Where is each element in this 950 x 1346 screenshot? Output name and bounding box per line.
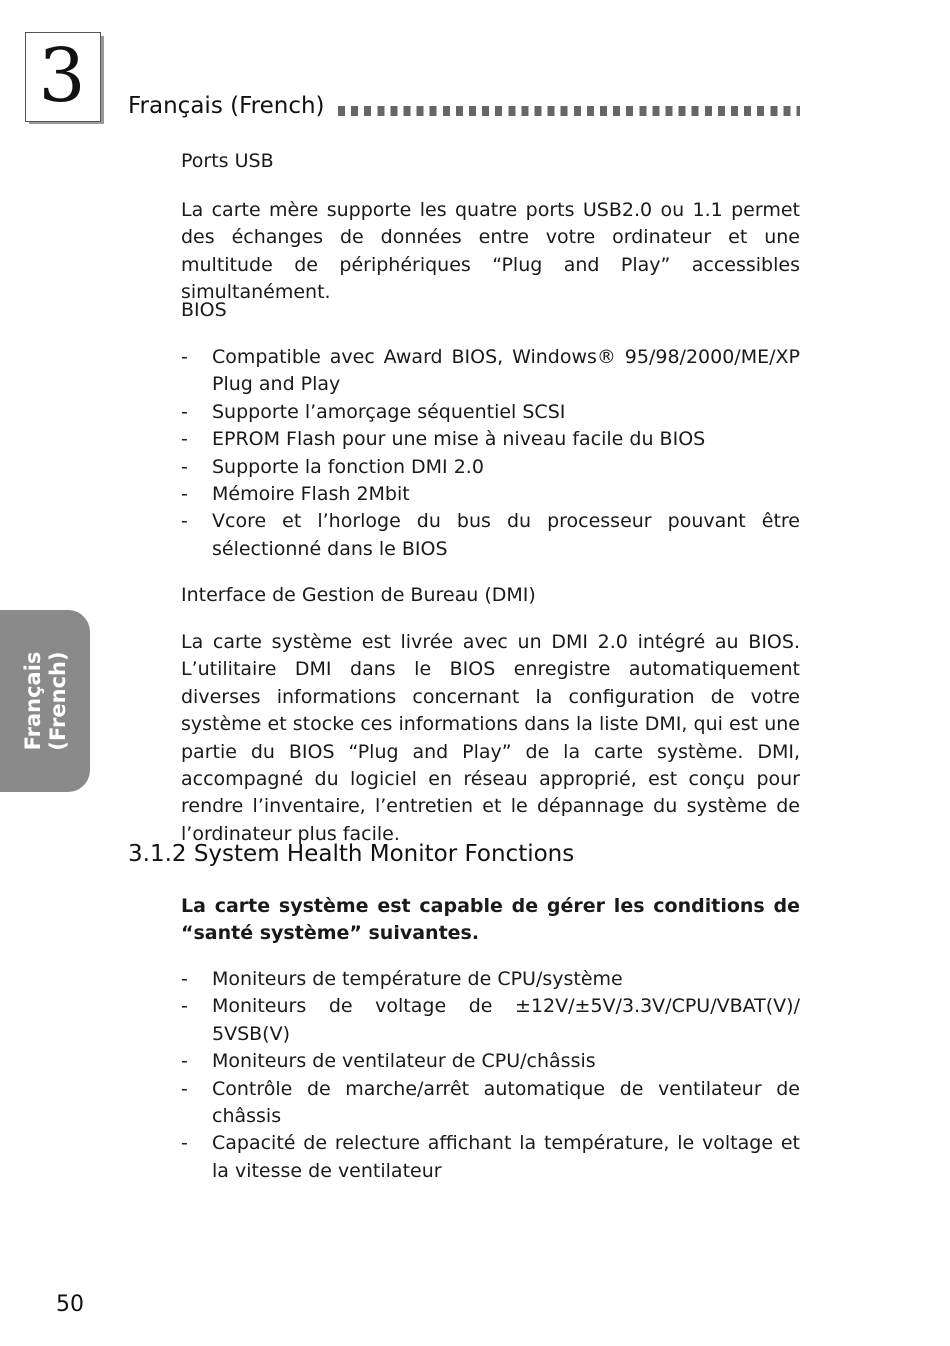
list-item: - Supporte l’amorçage séquentiel SCSI: [181, 400, 566, 423]
side-tab-line-2: (French): [46, 651, 70, 751]
list-item: - EPROM Flash pour une mise à niveau facile du BIOS: [181, 428, 706, 451]
list-item: - Moniteurs de ventilateur de CPU/châssis: [181, 1050, 596, 1073]
health-feature-list: [181, 966, 800, 1185]
health-intro: La carte système est capable de gérer les conditions de “santé système” suivantes.: [181, 895, 800, 945]
side-tab-line-1: Français: [21, 651, 45, 751]
chapter-number: 3: [38, 33, 86, 119]
header-title: Français (French): [128, 93, 325, 119]
list-item: - Moniteurs de voltage de ±12V/±5V/3.3V/CPU/VBAT(V)/ 5VSB(V): [181, 995, 800, 1045]
section-title: 3.1.2 System Health Monitor Fonctions: [128, 841, 575, 867]
dmi-paragraph: La carte système est livrée avec un DMI 2.0 intégré au BIOS. L’utilitaire DMI dans le BIOS enregistre automatiquement diverses informations concernant la configuration de votre système et stocke ces informations dans la liste DMI, qui est une partie du BIOS “Plug and Play” de la carte système. DMI, accompagné du logiciel en réseau approprié, est conçu pour rendre l’inventaire, l’entretien et le dépannage du système de l’ordinateur plus facile.: [181, 631, 800, 845]
usb-paragraph: La carte mère supporte les quatre ports USB2.0 ou 1.1 permet des échanges de données entre votre ordinateur et une multitude de périphériques “Plug and Play” accessibles simultanément.: [181, 199, 800, 304]
list-item: - Supporte la fonction DMI 2.0: [181, 455, 484, 478]
list-item: - Capacité de relecture affichant la température, le voltage et la vitesse de ventilateur: [181, 1132, 800, 1182]
bios-feature-list: [181, 344, 800, 563]
list-item: - Mémoire Flash 2Mbit: [181, 483, 410, 506]
usb-heading: Ports USB: [181, 150, 274, 172]
list-item: - Vcore et l’horloge du bus du processeur pouvant être sélectionné dans le BIOS: [181, 510, 800, 560]
header-dotted-rule: [338, 106, 800, 116]
list-item: - Contrôle de marche/arrêt automatique de ventilateur de châssis: [181, 1077, 800, 1128]
bios-heading: BIOS: [181, 299, 227, 321]
list-item: - Compatible avec Award BIOS, Windows® 95/98/2000/ME/XP Plug and Play: [181, 346, 800, 396]
language-side-tab-label: [21, 651, 71, 750]
dmi-heading: Interface de Gestion de Bureau (DMI): [181, 584, 536, 606]
page-number: 50: [56, 1292, 84, 1317]
list-item: - Moniteurs de température de CPU/système: [181, 968, 623, 990]
